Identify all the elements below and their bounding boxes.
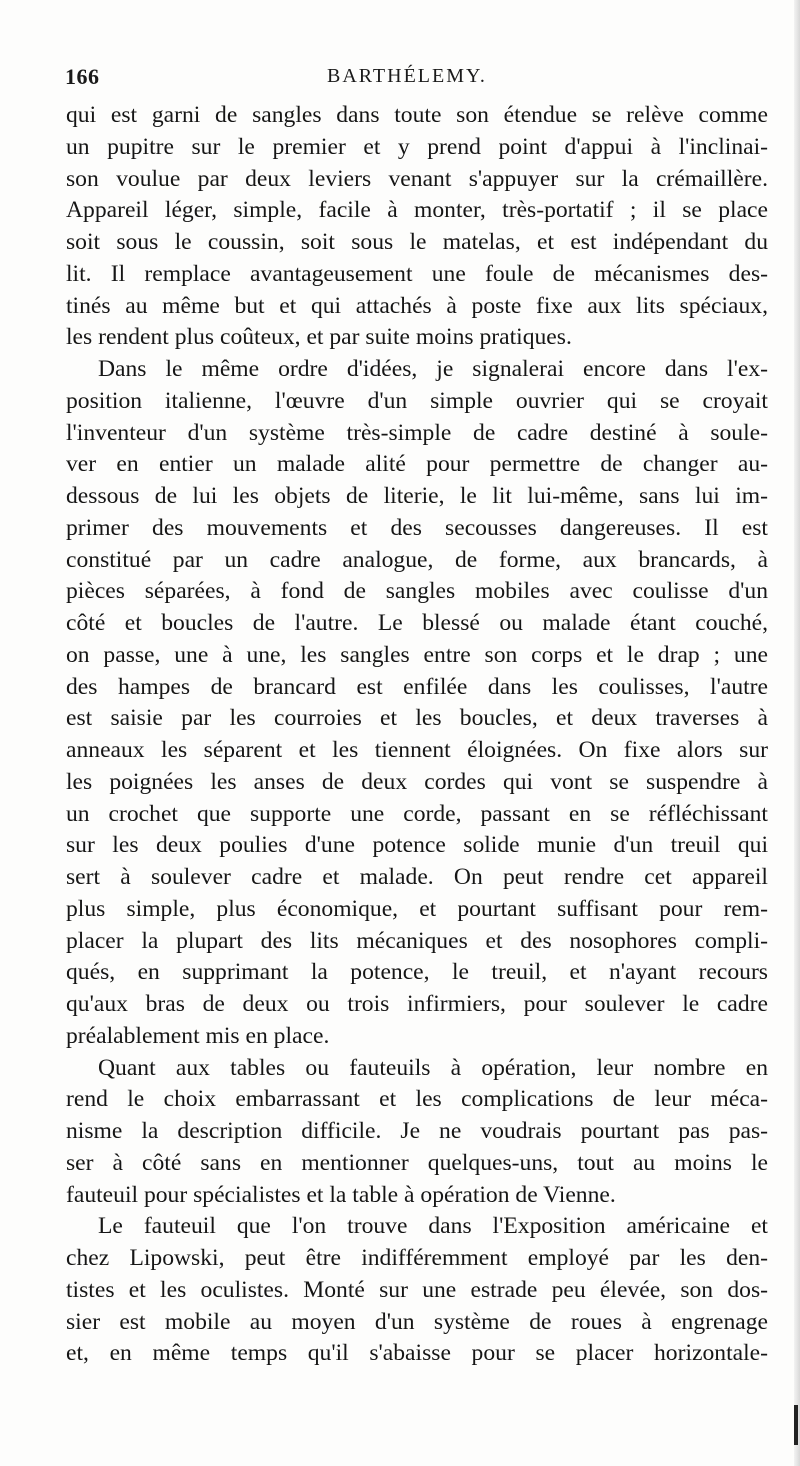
text-line: Dans le même ordre d'idées, je signalerai encore dans l'ex- — [98, 356, 768, 382]
body-text — [66, 100, 768, 1370]
text-line: et, en même temps qu'il s'abaisse pour se placer horizontale- — [66, 1340, 768, 1367]
text-line: sert à soulever cadre et malade. On peut rendre cet appareil — [66, 864, 768, 890]
text-line: fauteuil pour spécialistes et la table à opération de Vienne. — [66, 1181, 616, 1208]
text-line: primer des mouvements et des secousses dangereuses. Il est — [66, 514, 768, 541]
text-line: ser à côté sans en mentionner quelques-uns, tout au moins le — [66, 1149, 768, 1176]
text-line: placer la plupart des lits mécaniques et des nosophores compli- — [66, 927, 768, 954]
text-line: qui est garni de sangles dans toute son étendue se relève comme — [66, 102, 768, 128]
text-line: ver en entier un malade alité pour permettre de changer au- — [66, 451, 768, 478]
text-line: des hampes de brancard est enfilée dans les coulisses, l'autre — [66, 673, 768, 700]
text-line: pièces séparées, à fond de sangles mobiles avec coulisse d'un — [66, 578, 768, 605]
text-line: nisme la description difficile. Je ne voudrais pourtant pas pas- — [66, 1118, 768, 1144]
text-line: les poignées les anses de deux cordes qui vont se suspendre à — [66, 768, 768, 795]
text-line: l'inventeur d'un système très-simple de cadre destiné à soule- — [66, 419, 768, 446]
running-head: BARTHÉLEMY. — [327, 65, 487, 87]
text-line: qu'aux bras de deux ou trois infirmiers, pour soulever le cadre — [66, 991, 768, 1017]
page-edge — [794, 0, 800, 1466]
text-line: anneaux les séparent et les tiennent éloignées. On fixe alors sur — [66, 737, 768, 763]
page-number: 166 — [65, 64, 100, 89]
text-line: tinés au même but et qui attachés à poste fixe aux lits spéciaux, — [66, 292, 768, 319]
text-line: qués, en supprimant la potence, le treuil, et n'ayant recours — [66, 959, 768, 986]
text-line: tistes et les oculistes. Monté sur une estrade peu élevée, son dos- — [66, 1276, 768, 1303]
text-line: Quant aux tables ou fauteuils à opération, leur nombre en — [98, 1054, 768, 1081]
text-line: sur les deux poulies d'une potence solide munie d'un treuil qui — [66, 832, 768, 859]
text-line: dessous de lui les objets de literie, le lit lui-même, sans lui im- — [66, 483, 768, 509]
text-line: constitué par un cadre analogue, de forme, aux brancards, à — [66, 546, 768, 573]
page-header — [65, 62, 780, 98]
text-line: plus simple, plus économique, et pourtant suffisant pour rem- — [66, 895, 768, 922]
text-line: on passe, une à une, les sangles entre son corps et le drap ; une — [66, 641, 768, 668]
text-line: Appareil léger, simple, facile à monter, très-portatif ; il se place — [66, 197, 768, 224]
text-line: sier est mobile au moyen d'un système de roues à engrenage — [66, 1308, 768, 1335]
text-line: Le fauteuil que l'on trouve dans l'Exposition américaine et — [98, 1213, 768, 1240]
text-line: préalablement mis en place. — [66, 1022, 330, 1049]
text-line: un crochet que supporte une corde, passant en se réfléchissant — [66, 800, 768, 827]
text-line: soit sous le coussin, soit sous le matelas, et est indépendant du — [66, 229, 768, 255]
text-line: lit. Il remplace avantageusement une foule de mécanismes des- — [66, 260, 768, 287]
edge-mark — [794, 1405, 798, 1445]
text-line: rend le choix embarrassant et les complications de leur méca- — [66, 1086, 768, 1113]
text-line: est saisie par les courroies et les boucles, et deux traverses à — [66, 705, 768, 732]
text-line: son voulue par deux leviers venant s'appuyer sur la crémaillère. — [66, 165, 768, 192]
text-line: chez Lipowski, peut être indifféremment employé par les den- — [66, 1245, 768, 1271]
text-line: position italienne, l'œuvre d'un simple ouvrier qui se croyait — [66, 387, 768, 414]
text-line: un pupitre sur le premier et y prend point d'appui à l'inclinai- — [66, 133, 768, 160]
text-line: les rendent plus coûteux, et par suite moins pratiques. — [66, 324, 572, 351]
text-line: côté et boucles de l'autre. Le blessé ou malade étant couché, — [66, 610, 768, 636]
